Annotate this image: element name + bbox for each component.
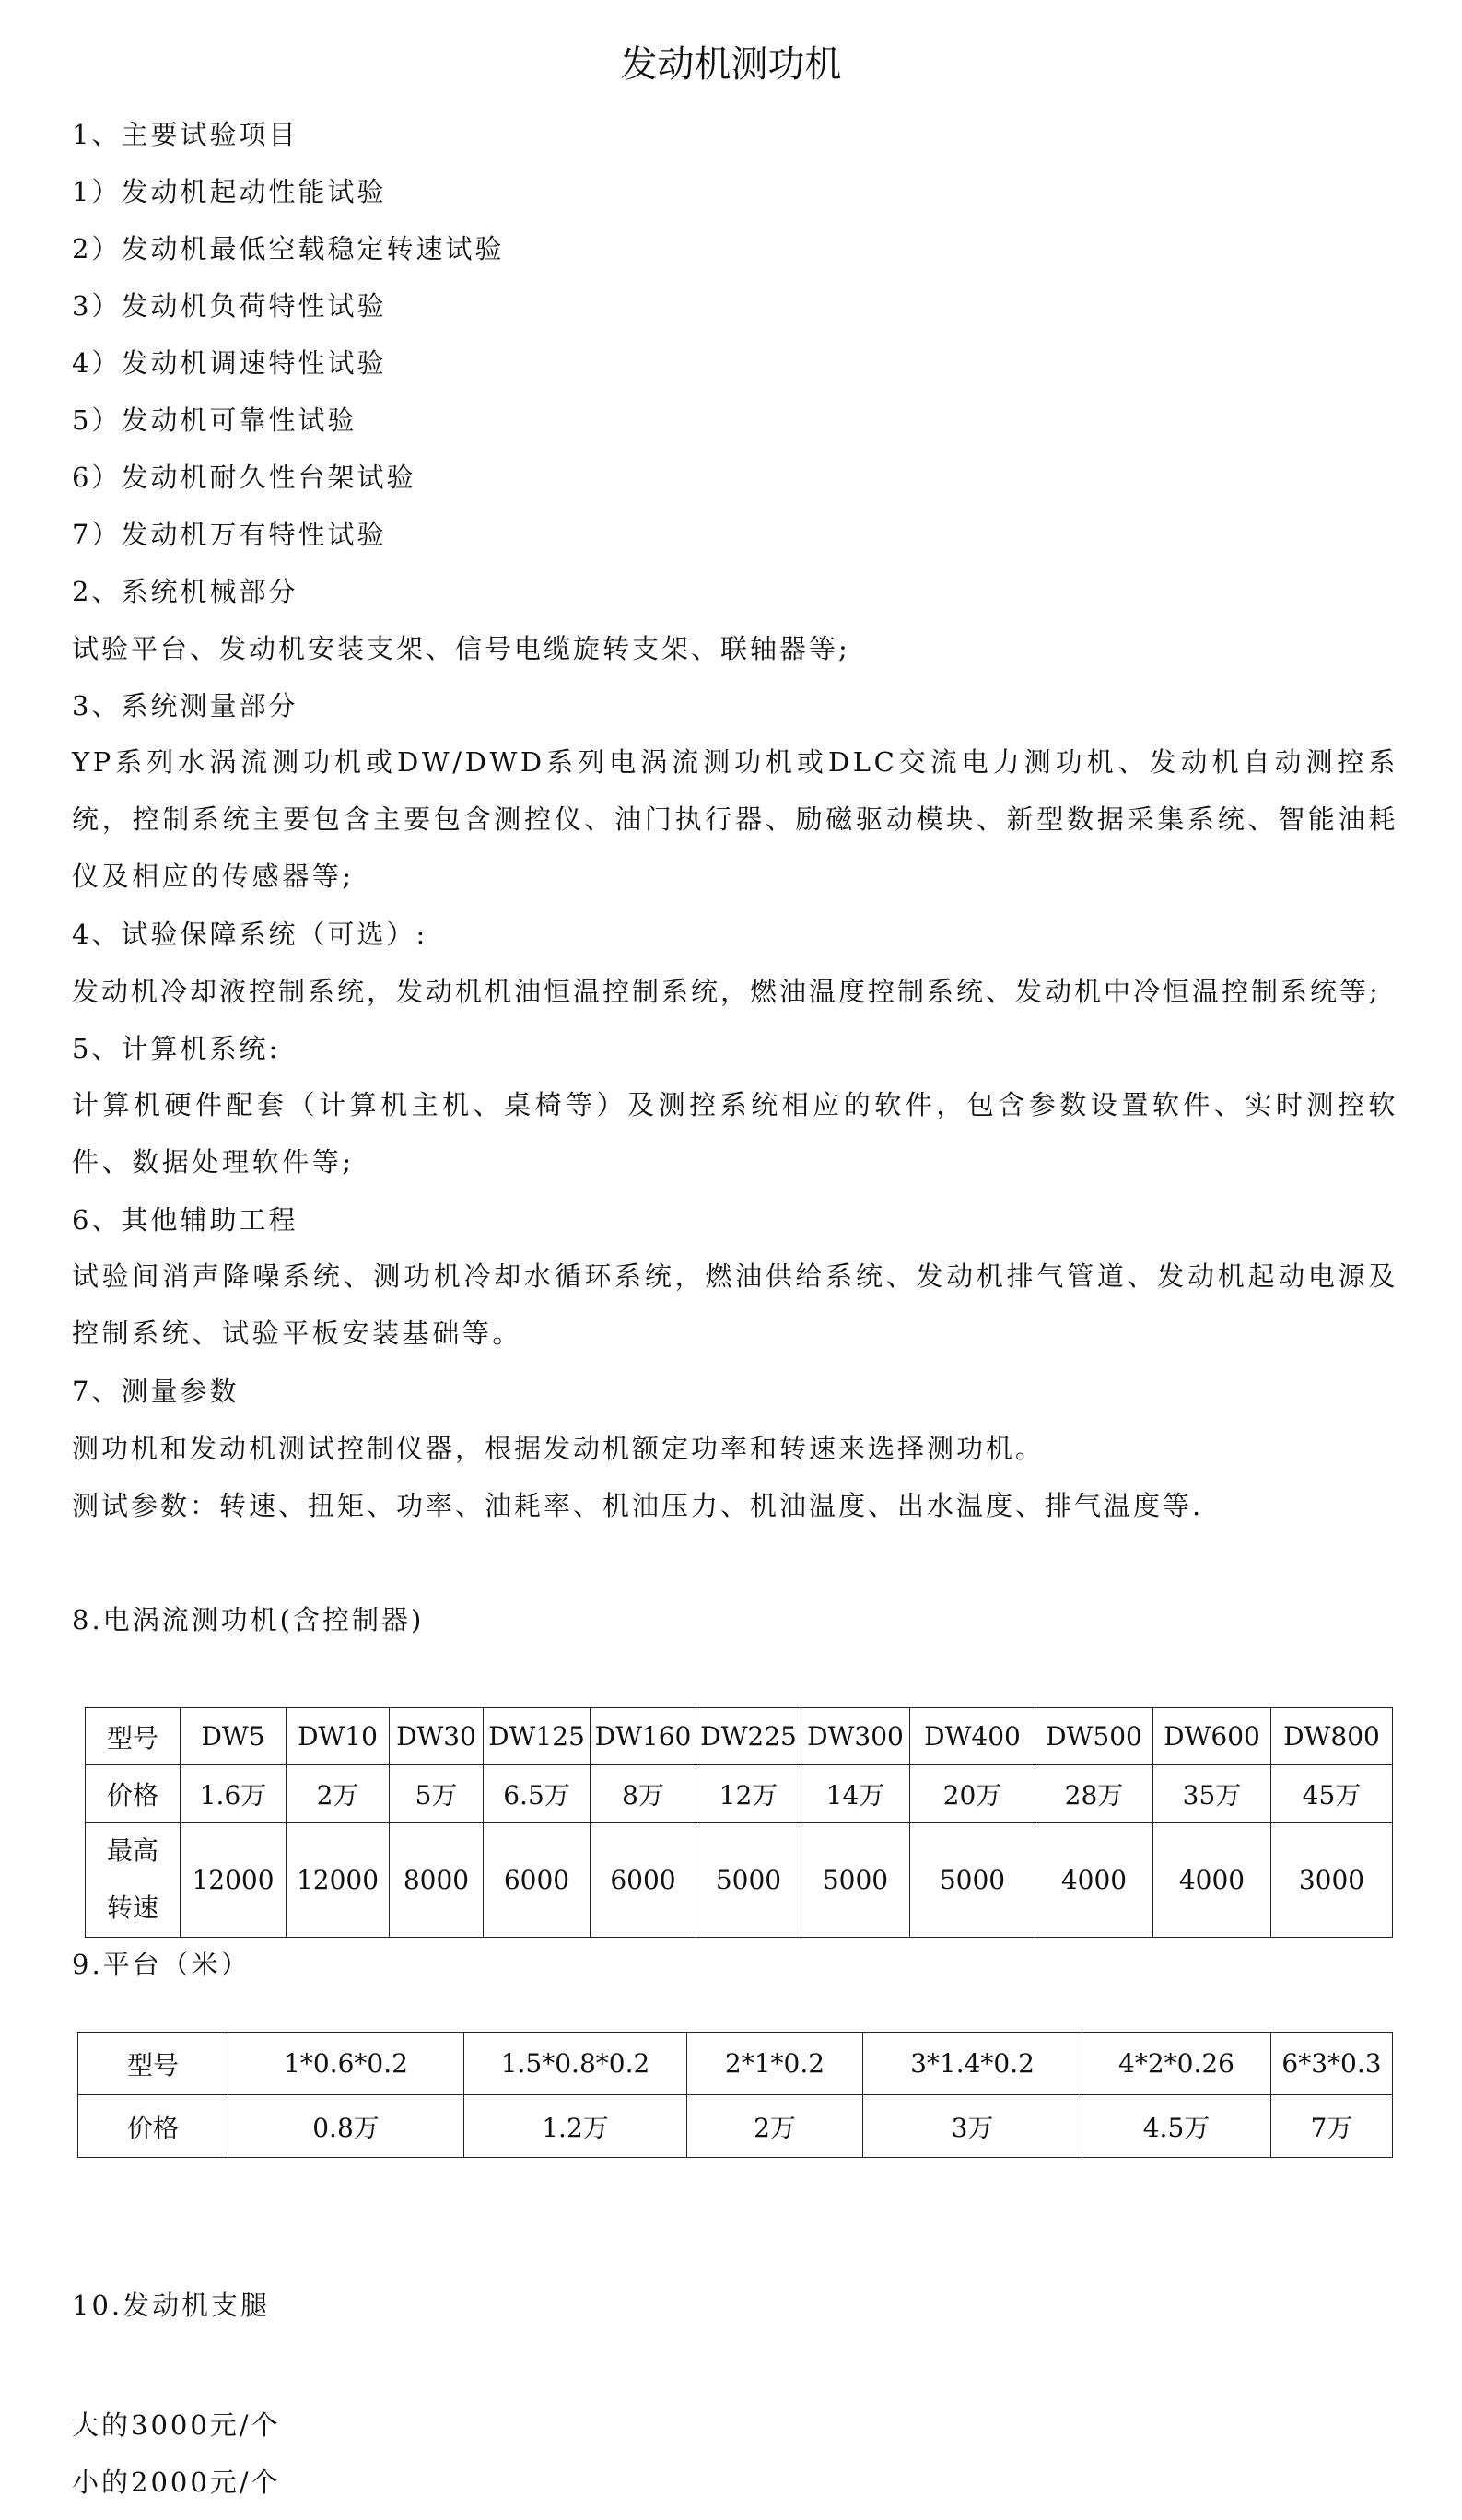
section-heading-main-tests: 1、主要试验项目 [72,119,298,150]
table-cell: DW500 [1035,1708,1153,1765]
row-label-price: 价格 [86,1765,181,1823]
table-row [86,1765,1393,1823]
table-cell: 1.2万 [464,2095,687,2158]
table-cell: 2*1*0.2 [687,2033,863,2095]
table-cell: 12000 [181,1823,287,1938]
table-cell: 6000 [591,1823,696,1938]
table-cell: 5000 [801,1823,910,1938]
table-cell: 5000 [910,1823,1035,1938]
paragraph-support: 发动机冷却液控制系统，发动机机油恒温控制系统，燃油温度控制系统、发动机中冷恒温控制系统等; [72,976,1381,1007]
table-cell: 12万 [696,1765,801,1823]
section-heading-platform: 9.平台（米） [72,1949,251,1980]
list-item: 5）发动机可靠性试验 [72,404,357,436]
table-cell: DW125 [484,1708,591,1765]
table-cell: DW300 [801,1708,910,1765]
section-heading-support: 4、试验保障系统（可选）: [72,919,428,950]
table-cell: 6000 [484,1823,591,1938]
row-label-line: 转速 [106,1893,158,1923]
table-cell: DW30 [390,1708,484,1765]
price-line-small-leg: 小的2000元/个 [72,2467,281,2498]
table-cell: 4000 [1153,1823,1271,1938]
table-cell: 7万 [1271,2095,1393,2158]
section-heading-mechanical: 2、系统机械部分 [72,576,298,607]
table-cell: DW400 [910,1708,1035,1765]
table-cell: 45万 [1271,1765,1393,1823]
table-cell: 8万 [591,1765,696,1823]
section-heading-computer: 5、计算机系统: [72,1033,281,1064]
section-heading-dynamometer: 8.电涡流测功机(含控制器) [72,1604,425,1635]
row-label-model: 型号 [86,1708,181,1765]
table-cell: 4.5万 [1082,2095,1271,2158]
price-line-large-leg: 大的3000元/个 [72,2409,281,2441]
table-cell: 2万 [687,2095,863,2158]
table-cell: 28万 [1035,1765,1153,1823]
table-cell: 2万 [287,1765,390,1823]
page-title: 发动机测功机 [620,43,842,86]
section-heading-parameters: 7、测量参数 [72,1376,240,1407]
table-cell: DW600 [1153,1708,1271,1765]
paragraph-auxiliary: 试验间消声降噪系统、测功机冷却水循环系统，燃油供给系统、发动机排气管道、发动机起动电源及控制系统、试验平板安装基础等。 [72,1260,1398,1349]
table-cell: 4000 [1035,1823,1153,1938]
table-row [78,2033,1393,2095]
table-row [78,2095,1393,2158]
table-cell: 1.5*0.8*0.2 [464,2033,687,2095]
table-cell: 3*1.4*0.2 [863,2033,1082,2095]
table-cell: 6.5万 [484,1765,591,1823]
paragraph-parameters-2: 测试参数：转速、扭矩、功率、油耗率、机油压力、机油温度、出水温度、排气温度等. [72,1490,1204,1521]
table-row [86,1823,1393,1938]
row-label-max-speed [86,1823,181,1938]
table-cell: DW10 [287,1708,390,1765]
row-label-line: 最高 [106,1835,158,1866]
table-cell: 6*3*0.3 [1271,2033,1393,2095]
list-item: 2）发动机最低空载稳定转速试验 [72,233,505,264]
table-cell: 1*0.6*0.2 [228,2033,464,2095]
table-cell: DW160 [591,1708,696,1765]
section-heading-measurement: 3、系统测量部分 [72,690,298,721]
list-item: 1）发动机起动性能试验 [72,176,387,207]
table-cell: 3万 [863,2095,1082,2158]
table-cell: 8000 [390,1823,484,1938]
table-cell: 5000 [696,1823,801,1938]
dynamometer-table [85,1707,1393,1938]
table-cell: 3000 [1271,1823,1393,1938]
list-item: 3）发动机负荷特性试验 [72,290,387,322]
paragraph-mechanical: 试验平台、发动机安装支架、信号电缆旋转支架、联轴器等; [72,633,850,664]
row-label-price: 价格 [78,2095,228,2158]
list-item: 7）发动机万有特性试验 [72,519,387,550]
table-cell: 4*2*0.26 [1082,2033,1271,2095]
section-heading-auxiliary: 6、其他辅助工程 [72,1204,298,1236]
table-cell: DW800 [1271,1708,1393,1765]
section-heading-engine-legs: 10.发动机支腿 [72,2290,271,2321]
platform-table [77,2032,1393,2158]
table-cell: 20万 [910,1765,1035,1823]
table-cell: DW5 [181,1708,287,1765]
paragraph-computer: 计算机硬件配套（计算机主机、桌椅等）及测控系统相应的软件，包含参数设置软件、实时测控软件、数据处理软件等; [72,1089,1398,1178]
table-cell: DW225 [696,1708,801,1765]
row-label-model: 型号 [78,2033,228,2095]
table-cell: 0.8万 [228,2095,464,2158]
table-cell: 1.6万 [181,1765,287,1823]
table-cell: 5万 [390,1765,484,1823]
list-item: 6）发动机耐久性台架试验 [72,462,416,493]
table-cell: 14万 [801,1765,910,1823]
list-item: 4）发动机调速特性试验 [72,347,387,379]
table-cell: 12000 [287,1823,390,1938]
table-cell: 35万 [1153,1765,1271,1823]
paragraph-parameters-1: 测功机和发动机测试控制仪器，根据发动机额定功率和转速来选择测功机。 [72,1433,1046,1464]
table-row [86,1708,1393,1765]
paragraph-measurement: YP系列水涡流测功机或DW/DWD系列电涡流测功机或DLC交流电力测功机、发动机自动测控系统，控制系统主要包含主要包含测控仪、油门执行器、励磁驱动模块、新型数据采集系统、智能油耗仪及相应的传感器等; [72,746,1398,892]
